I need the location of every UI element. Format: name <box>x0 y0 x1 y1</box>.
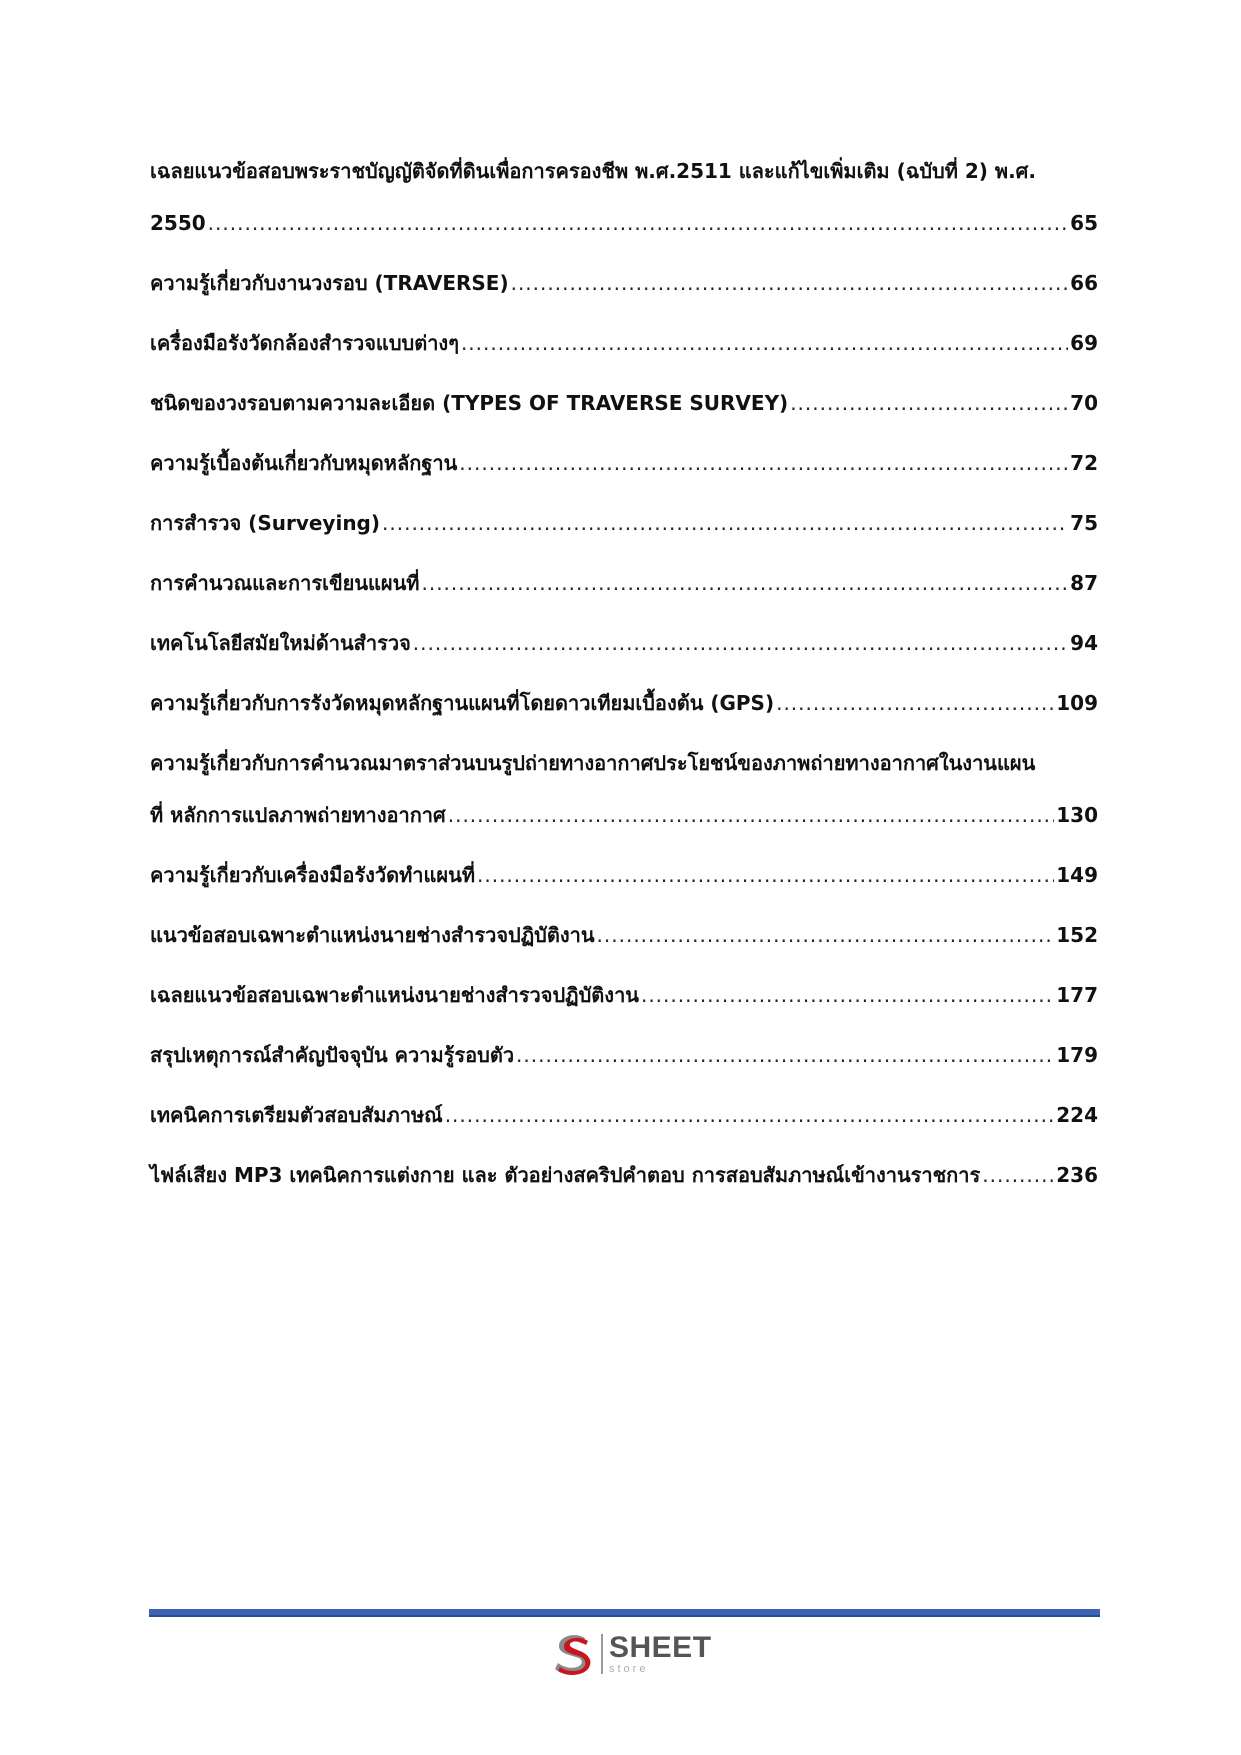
toc-page-number: 152 <box>1056 923 1098 947</box>
toc-line <box>150 1040 1098 1070</box>
toc-entry[interactable] <box>150 268 1098 298</box>
toc-entry-title: ชนิดของวงรอบตามความละเอียด (TYPES OF TRAVERSE SURVEY) <box>150 391 789 415</box>
toc-entry-title: สรุปเหตุการณ์สำคัญปัจจุบัน ความรู้รอบตัว <box>150 1043 515 1067</box>
toc-line <box>150 860 1098 890</box>
toc-entry[interactable] <box>150 388 1098 418</box>
toc-dot-leader <box>459 448 1068 478</box>
toc-dot-leader <box>516 1040 1054 1070</box>
toc-page-number: 149 <box>1056 863 1098 887</box>
toc-entry[interactable] <box>150 156 1098 238</box>
toc-entry[interactable] <box>150 628 1098 658</box>
toc-entry-title: เฉลยแนวข้อสอบพระราชบัญญัติจัดที่ดินเพื่อการครองชีพ พ.ศ.2511 และแก้ไขเพิ่มเติม (ฉบับที่ 2) พ.ศ. <box>150 159 1036 183</box>
toc-dot-leader <box>597 920 1055 950</box>
toc-dot-leader <box>790 388 1068 418</box>
toc-dot-leader <box>448 800 1055 830</box>
toc-page-number: 66 <box>1070 271 1098 295</box>
toc-dot-leader <box>413 628 1068 658</box>
toc-page-number: 179 <box>1056 1043 1098 1067</box>
toc-entry[interactable] <box>150 1100 1098 1130</box>
toc-entry-title: เทคนิคการเตรียมตัวสอบสัมภาษณ์ <box>150 1103 443 1127</box>
toc-entry-title: การคำนวณและการเขียนแผนที่ <box>150 571 420 595</box>
toc-dot-leader <box>461 328 1068 358</box>
toc-entry-title: เฉลยแนวข้อสอบเฉพาะตำแหน่งนายช่างสำรวจปฏิบัติงาน <box>150 983 639 1007</box>
toc-entry[interactable] <box>150 568 1098 598</box>
toc-page-number: 87 <box>1070 571 1098 595</box>
toc-line <box>150 1100 1098 1130</box>
toc-entry-title: การสำรวจ (Surveying) <box>150 511 381 535</box>
sheet-store-s-logo-icon <box>549 1630 597 1678</box>
toc-dot-leader <box>776 688 1054 718</box>
toc-line <box>150 448 1098 478</box>
toc-line <box>150 1160 1098 1190</box>
toc-dot-leader <box>421 568 1068 598</box>
toc-page-number: 65 <box>1070 211 1098 235</box>
toc-entry[interactable] <box>150 980 1098 1010</box>
sheet-store-logo <box>549 1628 712 1680</box>
toc-line <box>150 800 1098 830</box>
toc-line <box>150 208 1098 238</box>
toc-page-number: 70 <box>1070 391 1098 415</box>
toc-entry[interactable] <box>150 508 1098 538</box>
toc-entry-title: เครื่องมือรังวัดกล้องสำรวจแบบต่างๆ <box>150 331 459 355</box>
toc-entry-title: ความรู้เบื้องต้นเกี่ยวกับหมุดหลักฐาน <box>150 451 458 475</box>
toc-dot-leader <box>445 1100 1055 1130</box>
toc-page-number: 224 <box>1056 1103 1098 1127</box>
toc-line <box>150 980 1098 1010</box>
logo-divider <box>601 1634 603 1674</box>
toc-entry-title: ความรู้เกี่ยวกับเครื่องมือรังวัดทำแผนที่ <box>150 863 475 887</box>
logo-word-sheet: SHEET <box>609 1631 712 1664</box>
toc-dot-leader <box>982 1160 1054 1190</box>
table-of-contents <box>150 156 1098 1220</box>
toc-entry[interactable] <box>150 1040 1098 1070</box>
toc-entry[interactable] <box>150 748 1098 830</box>
toc-line <box>150 920 1098 950</box>
toc-dot-leader <box>641 980 1054 1010</box>
toc-entry-title: แนวข้อสอบเฉพาะตำแหน่งนายช่างสำรวจปฏิบัติงาน <box>150 923 595 947</box>
toc-line <box>150 388 1098 418</box>
toc-page-number: 130 <box>1056 803 1098 827</box>
toc-page-number: 236 <box>1056 1163 1098 1187</box>
toc-entry-title: ความรู้เกี่ยวกับการคำนวณมาตราส่วนบนรูปถ่ายทางอากาศประโยชน์ของภาพถ่ายทางอากาศในงานแผน <box>150 751 1036 775</box>
toc-page-number: 94 <box>1070 631 1098 655</box>
toc-line <box>150 688 1098 718</box>
toc-entry[interactable] <box>150 1160 1098 1190</box>
toc-dot-leader <box>511 268 1069 298</box>
toc-entry[interactable] <box>150 328 1098 358</box>
toc-dot-leader <box>208 208 1068 238</box>
toc-dot-leader <box>382 508 1068 538</box>
toc-entry[interactable] <box>150 448 1098 478</box>
toc-entry-title: เทคโนโลยีสมัยใหม่ด้านสำรวจ <box>150 631 411 655</box>
toc-line <box>150 628 1098 658</box>
toc-entry-title: ความรู้เกี่ยวกับการรังวัดหมุดหลักฐานแผนที่โดยดาวเทียมเบื้องต้น (GPS) <box>150 691 775 715</box>
toc-page-number: 69 <box>1070 331 1098 355</box>
logo-wordmark <box>609 1633 712 1675</box>
logo-word-store: store <box>609 1663 649 1675</box>
toc-entry-title: 2550 <box>150 211 206 235</box>
toc-page-number: 72 <box>1070 451 1098 475</box>
toc-page-number: 109 <box>1056 691 1098 715</box>
toc-entry-title: ที่ หลักการแปลภาพถ่ายทางอากาศ <box>150 803 446 827</box>
toc-line <box>150 268 1098 298</box>
toc-line <box>150 748 1098 778</box>
toc-entry-title: ความรู้เกี่ยวกับงานวงรอบ (TRAVERSE) <box>150 271 509 295</box>
toc-line <box>150 156 1098 186</box>
toc-entry[interactable] <box>150 860 1098 890</box>
toc-entry[interactable] <box>150 920 1098 950</box>
toc-dot-leader <box>477 860 1054 890</box>
toc-page-number: 75 <box>1070 511 1098 535</box>
toc-page-number: 177 <box>1056 983 1098 1007</box>
toc-line <box>150 328 1098 358</box>
toc-entry[interactable] <box>150 688 1098 718</box>
toc-entry-title: ไฟล์เสียง MP3 เทคนิคการแต่งกาย และ ตัวอย่างสคริปคำตอบ การสอบสัมภาษณ์เข้างานราชการ <box>150 1163 981 1187</box>
toc-line <box>150 508 1098 538</box>
toc-line <box>150 568 1098 598</box>
footer-rule <box>149 1609 1100 1617</box>
